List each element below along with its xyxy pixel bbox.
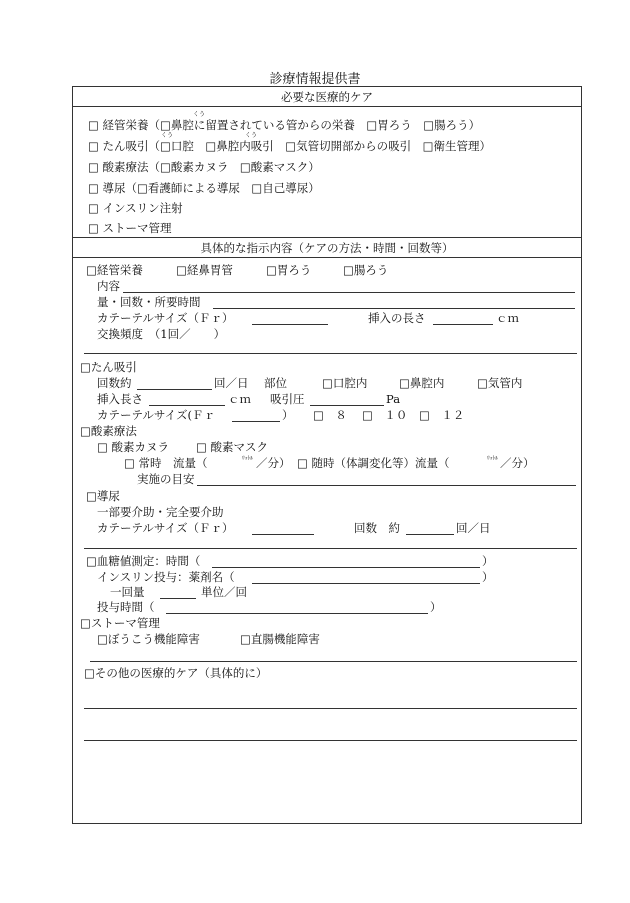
urine-notes-line[interactable]: [84, 548, 577, 549]
liter-unit: ﾘｯﾄﾙ: [242, 456, 254, 462]
checkbox-tube-feeding[interactable]: □ 経管栄養（□鼻腔に留置されている管からの栄養 □胃ろう □腸ろう）: [88, 118, 481, 132]
section-divider: [72, 237, 582, 238]
oxygen-cannula[interactable]: □ 酸素カヌラ: [97, 440, 170, 454]
amount-label: 量・回数・所要時間: [97, 295, 201, 309]
checkbox-urine[interactable]: □ 導尿（□看護師による導尿 □自己導尿）: [88, 181, 320, 195]
urine-assist: 一部要介助・完全要介助: [97, 505, 224, 519]
site-nasal[interactable]: □鼻腔内: [399, 376, 445, 390]
suction-pressure-unit: Pa: [386, 392, 401, 406]
option-nasogastric[interactable]: □経鼻胃管: [176, 263, 233, 277]
urine-count-field[interactable]: [406, 534, 454, 535]
oxygen-title[interactable]: □酸素療法: [80, 424, 137, 438]
dose-time-field[interactable]: [166, 613, 428, 614]
suction-catheter-close: ）: [282, 408, 294, 422]
insulin-drug-label: インスリン投与：薬剤名（: [97, 570, 235, 584]
content-field[interactable]: [123, 292, 575, 293]
catheter-size-field[interactable]: [252, 324, 328, 325]
size-8[interactable]: □ ８: [313, 408, 347, 422]
checkbox-oxygen[interactable]: □ 酸素療法（□酸素カヌラ □酸素マスク）: [88, 160, 320, 174]
option-tube-feeding[interactable]: □経管栄養: [86, 263, 143, 277]
form-frame: [72, 86, 582, 824]
insert-length-field[interactable]: [433, 324, 493, 325]
ruby-kuu: くう: [245, 132, 258, 139]
oxygen-asneeded[interactable]: □ 随時（体調変化等）流量（: [297, 456, 450, 470]
liter-unit: ﾘｯﾄﾙ: [487, 456, 499, 462]
urine-per-day: 回／日: [456, 521, 491, 535]
insulin-close: ）: [482, 570, 494, 584]
suction-site-label: 部位: [264, 376, 287, 390]
content-label: 内容: [97, 279, 120, 293]
suction-title[interactable]: □たん吸引: [80, 360, 137, 374]
glucose-close: ）: [482, 554, 494, 568]
insert-length-unit: ｃｍ: [496, 311, 519, 325]
dose-time-label: 投与時間（: [97, 600, 155, 614]
per-minute: ／分）: [256, 456, 291, 470]
option-enterostomy[interactable]: □腸ろう: [343, 263, 389, 277]
dose-time-close: ）: [430, 600, 442, 614]
tube-notes-line[interactable]: [84, 353, 577, 354]
stoma-bladder[interactable]: □ぼうこう機能障害: [97, 632, 200, 646]
suction-catheter-field[interactable]: [232, 421, 280, 422]
suction-insert-label: 挿入長さ: [97, 392, 143, 406]
catheter-size-label: カテーテルサイズ（Ｆｒ）: [97, 311, 234, 325]
size-12[interactable]: □ １２: [419, 408, 465, 422]
section-divider: [72, 257, 582, 258]
stoma-notes-line[interactable]: [90, 661, 577, 662]
document-title: 診療情報提供書: [269, 72, 361, 87]
other-care-line-1[interactable]: [84, 708, 577, 709]
insert-length-label: 挿入の長さ: [368, 311, 426, 325]
suction-count-label: 回数約: [97, 376, 132, 390]
checkbox-suction[interactable]: □ たん吸引（□口腔 □鼻腔内吸引 □気管切開部からの吸引 □衛生管理）: [88, 139, 491, 153]
dose-label: 一回量: [110, 585, 145, 599]
urine-count-label: 回数 約: [354, 521, 400, 535]
size-10[interactable]: □ １０: [362, 408, 408, 422]
other-care-line-2[interactable]: [84, 740, 577, 741]
exchange-frequency-label: 交換頻度 （1回／ ）: [97, 327, 226, 341]
amount-field[interactable]: [213, 308, 575, 309]
checkbox-insulin[interactable]: □ インスリン注射: [88, 201, 183, 215]
suction-pressure-label: 吸引圧: [270, 392, 305, 406]
ruby-kuu: くう: [193, 111, 206, 118]
option-gastrostomy[interactable]: □胃ろう: [266, 263, 312, 277]
urine-title[interactable]: □導尿: [86, 489, 120, 503]
other-care-title[interactable]: □その他の医療的ケア（具体的に）: [84, 666, 268, 680]
section-header-instructions: 具体的な指示内容（ケアの方法・時間・回数等）: [200, 241, 454, 255]
dose-unit: 単位／回: [201, 585, 247, 599]
site-tracheal[interactable]: □気管内: [477, 376, 523, 390]
suction-catheter-label: カテーテルサイズ(Ｆｒ: [97, 408, 215, 422]
glucose-measure-label[interactable]: □血糖値測定：時間（: [86, 554, 201, 568]
dose-field[interactable]: [160, 598, 196, 599]
oxygen-guide-field[interactable]: [197, 485, 576, 486]
suction-insert-unit: ｃｍ: [228, 392, 251, 406]
per-minute: ／分）: [500, 456, 535, 470]
suction-per-day: 回／日: [214, 376, 249, 390]
suction-insert-field[interactable]: [149, 405, 225, 406]
urine-catheter-label: カテーテルサイズ（Ｆｒ）: [97, 521, 234, 535]
oxygen-guide-label: 実施の目安: [137, 472, 195, 486]
section-divider: [72, 106, 582, 107]
suction-pressure-field[interactable]: [310, 405, 384, 406]
stoma-title[interactable]: □ストーマ管理: [80, 616, 160, 630]
oxygen-mask[interactable]: □ 酸素マスク: [196, 440, 269, 454]
site-oral[interactable]: □口腔内: [322, 376, 368, 390]
insulin-drug-field[interactable]: [252, 583, 480, 584]
glucose-time-field[interactable]: [212, 567, 480, 568]
oxygen-constant[interactable]: □ 常時 流量（: [124, 456, 208, 470]
suction-count-field[interactable]: [137, 389, 212, 390]
ruby-kuu: くう: [161, 132, 174, 139]
urine-catheter-field[interactable]: [252, 534, 314, 535]
section-header-required-care: 必要な医療的ケア: [281, 90, 373, 104]
checkbox-stoma[interactable]: □ ストーマ管理: [88, 221, 172, 235]
stoma-rectal[interactable]: □直腸機能障害: [240, 632, 320, 646]
